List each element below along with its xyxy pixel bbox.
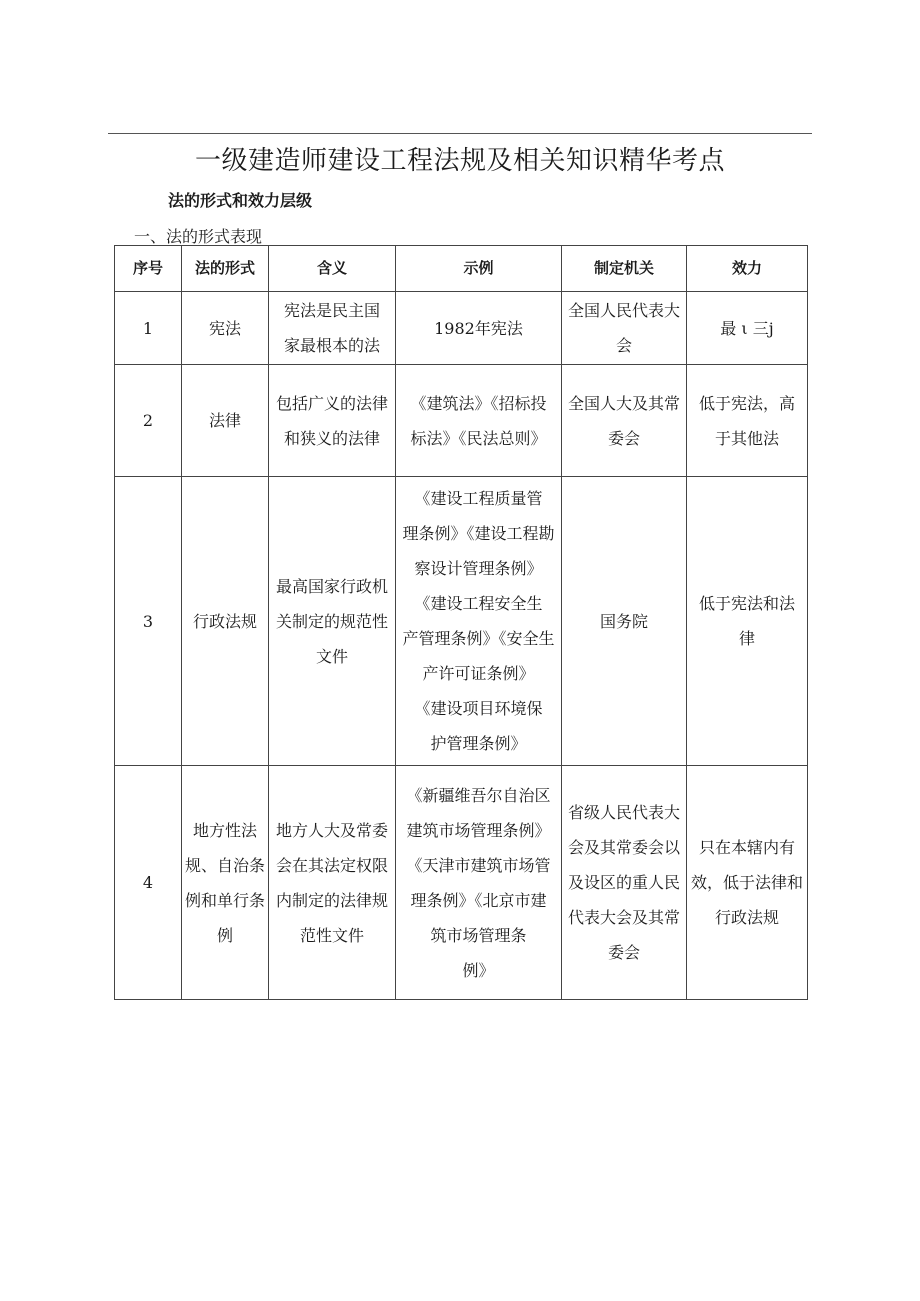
table-row [115,766,808,1000]
header-form: 法的形式 [182,246,269,292]
cell-effect: 低于宪法，高 于其他法 [687,365,808,477]
subsection-heading: 一、法的形式表现 [134,227,263,246]
table-header-row [115,246,808,292]
cell-effect: 低于宪法和法 律 [687,477,808,766]
header-meaning: 含义 [269,246,396,292]
cell-meaning: 包括广义的法律 和狭义的法律 [269,365,396,477]
cell-effect: 最 ι 三j [687,292,808,365]
cell-form: 法律 [182,365,269,477]
cell-authority: 全国人民代表大 会 [562,292,687,365]
top-rule [108,133,812,134]
cell-form: 宪法 [182,292,269,365]
header-authority: 制定机关 [562,246,687,292]
cell-authority: 全国人大及其常 委会 [562,365,687,477]
cell-example: 《新疆维吾尔自治区 建筑市场管理条例》 《天津市建筑市场管 理条例》《北京市建 筑市场管理条 例》 [396,766,562,1000]
section-heading: 法的形式和效力层级 [168,191,313,210]
table-row [115,365,808,477]
cell-meaning: 宪法是民主国 家最根本的法 [269,292,396,365]
cell-no: 4 [115,766,182,1000]
cell-example: 《建筑法》《招标投 标法》《民法总则》 [396,365,562,477]
cell-authority: 省级人民代表大 会及其常委会以 及设区的重人民 代表大会及其常 委会 [562,766,687,1000]
cell-meaning: 最高国家行政机 关制定的规范性 文件 [269,477,396,766]
header-example: 示例 [396,246,562,292]
cell-meaning: 地方人大及常委 会在其法定权限 内制定的法律规 范性文件 [269,766,396,1000]
cell-authority: 国务院 [562,477,687,766]
cell-effect: 只在本辖内有 效，低于法律和 行政法规 [687,766,808,1000]
cell-example: 《建设工程质量管 理条例》《建设工程勘 察设计管理条例》 《建设工程安全生 产管理条例》《安全生 产许可证条例》 《建设项目环境保 护管理条例》 [396,477,562,766]
table-row [115,477,808,766]
cell-form: 行政法规 [182,477,269,766]
cell-example: 1982年宪法 [396,292,562,365]
cell-form: 地方性法 规、自治条 例和单行条 例 [182,766,269,1000]
document-title: 一级建造师建设工程法规及相关知识精华考点 [194,146,725,176]
cell-no: 1 [115,292,182,365]
law-forms-table [114,245,808,1000]
table-row [115,292,808,365]
cell-no: 2 [115,365,182,477]
header-no: 序号 [115,246,182,292]
header-effect: 效力 [687,246,808,292]
cell-no: 3 [115,477,182,766]
